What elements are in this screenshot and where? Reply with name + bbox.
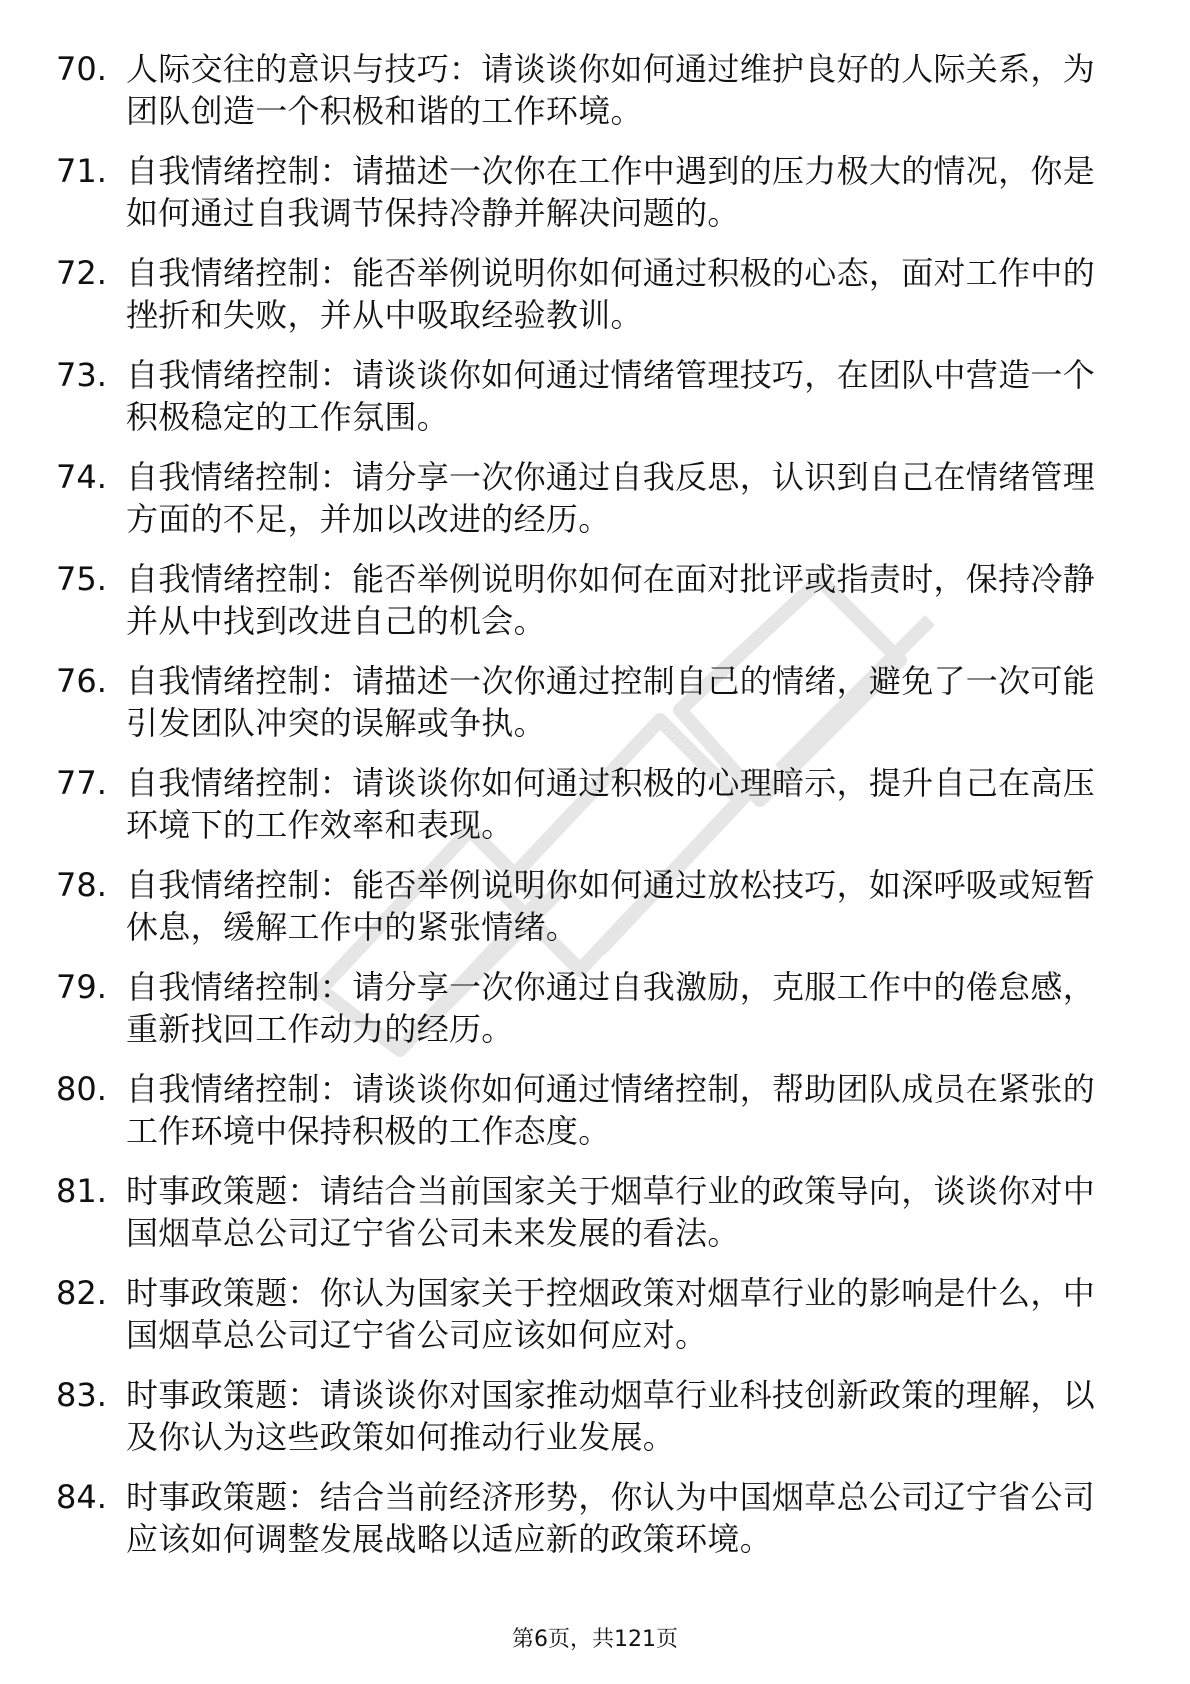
question-text: 自我情绪控制：请分享一次你通过自我激励，克服工作中的倦怠感，重新找回工作动力的经历。 <box>126 968 1096 1048</box>
page-footer: 第6页，共121页 <box>512 1627 678 1652</box>
question-number: 70. <box>56 50 107 88</box>
question-number: 79. <box>56 968 107 1006</box>
question-number: 80. <box>56 1070 107 1108</box>
question-item-83 <box>0 1374 1190 1476</box>
question-item-80 <box>0 1068 1190 1170</box>
question-text: 自我情绪控制：请谈谈你如何通过情绪控制，帮助团队成员在紧张的工作环境中保持积极的工作态度。 <box>126 1070 1096 1150</box>
question-item-82 <box>0 1272 1190 1374</box>
question-item-78 <box>0 864 1190 966</box>
question-text: 自我情绪控制：请描述一次你在工作中遇到的压力极大的情况，你是如何通过自我调节保持冷静并解决问题的。 <box>126 152 1096 232</box>
question-number: 72. <box>56 254 107 292</box>
question-item-84 <box>0 1476 1190 1578</box>
question-item-72 <box>0 252 1190 354</box>
question-item-77 <box>0 762 1190 864</box>
question-number: 78. <box>56 866 107 904</box>
question-number: 73. <box>56 356 107 394</box>
question-text: 自我情绪控制：能否举例说明你如何在面对批评或指责时，保持冷静并从中找到改进自己的机会。 <box>126 560 1096 640</box>
question-text: 时事政策题：结合当前经济形势，你认为中国烟草总公司辽宁省公司应该如何调整发展战略以适应新的政策环境。 <box>126 1478 1096 1558</box>
question-item-75 <box>0 558 1190 660</box>
question-item-76 <box>0 660 1190 762</box>
question-text: 自我情绪控制：能否举例说明你如何通过放松技巧，如深呼吸或短暂休息，缓解工作中的紧张情绪。 <box>126 866 1096 946</box>
question-number: 71. <box>56 152 107 190</box>
question-number: 81. <box>56 1172 107 1210</box>
question-item-81 <box>0 1170 1190 1272</box>
question-text: 时事政策题：请结合当前国家关于烟草行业的政策导向，谈谈你对中国烟草总公司辽宁省公司未来发展的看法。 <box>126 1172 1096 1252</box>
question-number: 84. <box>56 1478 107 1516</box>
question-number: 74. <box>56 458 107 496</box>
question-item-79 <box>0 966 1190 1068</box>
question-text: 自我情绪控制：能否举例说明你如何通过积极的心态，面对工作中的挫折和失败，并从中吸取经验教训。 <box>126 254 1096 334</box>
question-item-71 <box>0 150 1190 252</box>
question-number: 77. <box>56 764 107 802</box>
question-number: 82. <box>56 1274 107 1312</box>
question-text: 自我情绪控制：请谈谈你如何通过积极的心理暗示，提升自己在高压环境下的工作效率和表现。 <box>126 764 1096 844</box>
question-text: 自我情绪控制：请描述一次你通过控制自己的情绪，避免了一次可能引发团队冲突的误解或争执。 <box>126 662 1096 742</box>
question-number: 75. <box>56 560 107 598</box>
question-number: 76. <box>56 662 107 700</box>
question-text: 时事政策题：请谈谈你对国家推动烟草行业科技创新政策的理解，以及你认为这些政策如何推动行业发展。 <box>126 1376 1096 1456</box>
question-number: 83. <box>56 1376 107 1414</box>
question-text: 自我情绪控制：请分享一次你通过自我反思，认识到自己在情绪管理方面的不足，并加以改进的经历。 <box>126 458 1096 538</box>
question-list <box>0 48 1190 1578</box>
question-text: 人际交往的意识与技巧：请谈谈你如何通过维护良好的人际关系，为团队创造一个积极和谐的工作环境。 <box>126 50 1096 130</box>
question-text: 时事政策题：你认为国家关于控烟政策对烟草行业的影响是什么，中国烟草总公司辽宁省公司应该如何应对。 <box>126 1274 1096 1354</box>
question-item-74 <box>0 456 1190 558</box>
question-item-70 <box>0 48 1190 150</box>
question-text: 自我情绪控制：请谈谈你如何通过情绪管理技巧，在团队中营造一个积极稳定的工作氛围。 <box>126 356 1096 436</box>
question-item-73 <box>0 354 1190 456</box>
